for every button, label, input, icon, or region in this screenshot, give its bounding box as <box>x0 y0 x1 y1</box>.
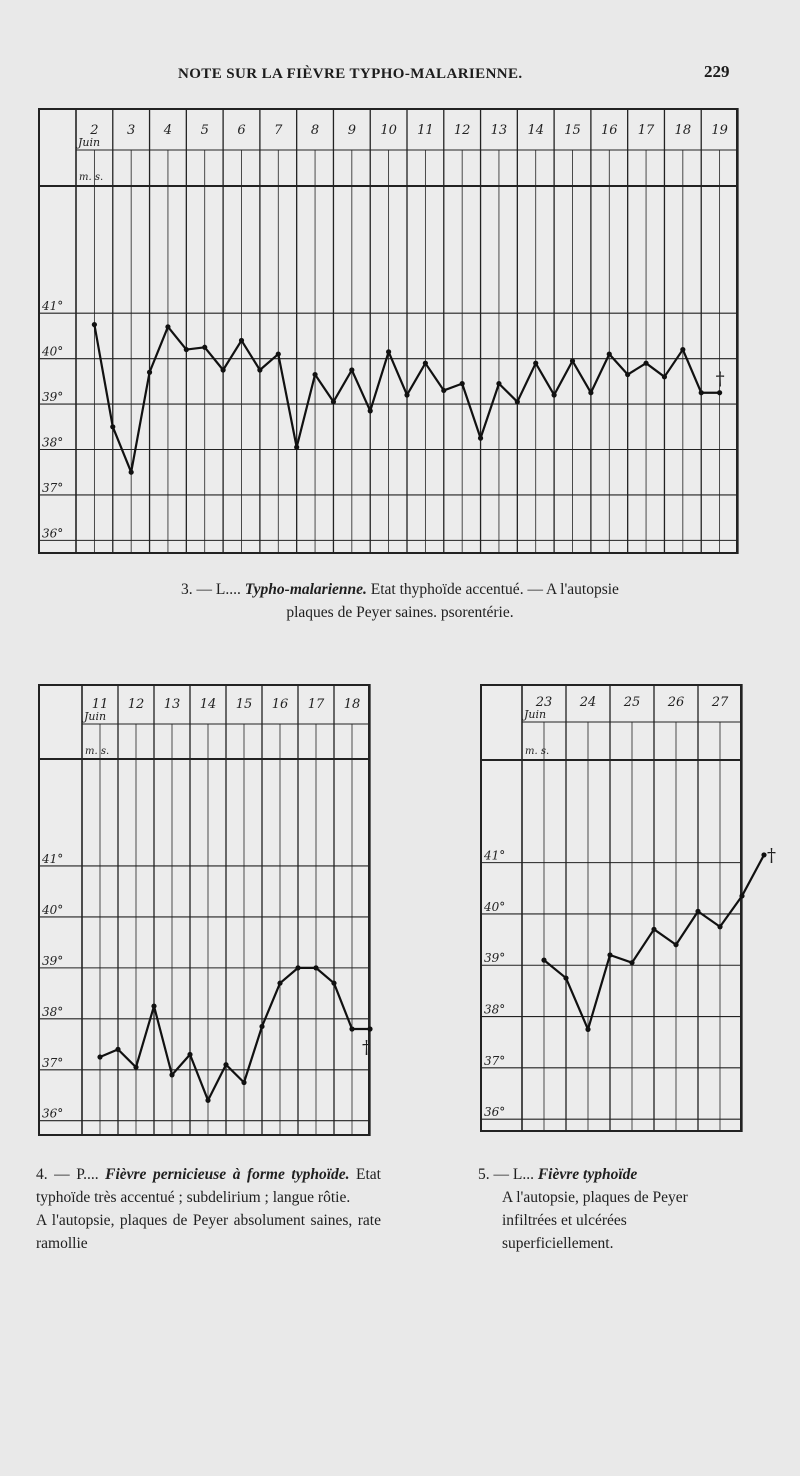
fig3-data-point <box>312 372 317 377</box>
fig5-ytick-label: 40° <box>484 899 506 914</box>
fig3-date-label: 16 <box>601 123 618 138</box>
fig4-caption-text2: A l'autopsie, plaques de Peyer absolument saines, rate ramollie <box>36 1212 381 1252</box>
fig5-data-point <box>541 958 546 963</box>
fig5-data-point <box>739 893 744 898</box>
fig5-ytick-label: 37° <box>484 1053 506 1068</box>
fig3-data-point <box>184 347 189 352</box>
fig4-data-point <box>205 1098 210 1103</box>
fig4-data-point <box>313 965 318 970</box>
fig5-plot-area <box>480 684 742 1132</box>
fig3-data-point <box>533 361 538 366</box>
fig3-data-point <box>331 399 336 404</box>
fig4-data-point <box>223 1062 228 1067</box>
fig3-plot-area <box>38 108 738 554</box>
fig3-data-point <box>552 392 557 397</box>
fig4-caption-number: 4. — P.... <box>36 1166 106 1183</box>
fig4-date-label: 12 <box>127 697 145 712</box>
fig3-data-point <box>515 399 520 404</box>
fig5-caption <box>478 1163 740 1255</box>
fig4-data-point <box>277 981 282 986</box>
fig4-caption-text1: Etat typhoïde très accentué ; subdelirium ; langue rôtie. <box>36 1166 381 1206</box>
fig3-data-point <box>221 367 226 372</box>
fig3-ytick-label: 39° <box>42 390 64 405</box>
fig3-caption <box>60 578 740 624</box>
fig3-caption-text1: Etat thyphoïde accentué. — A l'autopsie <box>366 581 619 598</box>
fig4-date-label: 18 <box>343 697 361 712</box>
fig4-ytick-label: 36° <box>42 1106 64 1121</box>
fig5-data-point <box>673 942 678 947</box>
fig4-caption-title: Fièvre pernicieuse à forme typhoïde. <box>105 1166 350 1183</box>
fig4-data-point <box>97 1054 102 1059</box>
fig3-ytick-label: 40° <box>42 344 64 359</box>
fig3-date-label: 4 <box>163 123 173 138</box>
fig4-date-label: 16 <box>271 697 289 712</box>
page-header <box>0 56 800 92</box>
fig4-data-point <box>349 1026 354 1031</box>
fig3-data-point <box>110 424 115 429</box>
fig4-data-point <box>187 1052 192 1057</box>
fig3-caption-title: Typho-malarienne. <box>244 581 367 598</box>
fig4-caption <box>36 1163 381 1255</box>
fig3-date-label: 10 <box>380 123 397 138</box>
fig4-month-label: Juin <box>84 710 107 723</box>
fig5-ytick-label: 39° <box>484 951 506 966</box>
fig3-death-marker: † <box>715 368 725 390</box>
fig5-date-label: 24 <box>579 695 597 710</box>
fig5-date-label: 26 <box>667 695 685 710</box>
fig4-date-label: 17 <box>307 697 325 712</box>
fig5-data-point <box>563 975 568 980</box>
fig3-date-label: 7 <box>274 123 283 138</box>
fig3-data-point <box>368 408 373 413</box>
fig5-data-point <box>607 952 612 957</box>
fig4-data-point <box>331 981 336 986</box>
fig3-data-point <box>478 436 483 441</box>
fig3-data-point <box>643 361 648 366</box>
fig4-death-marker: † <box>362 1037 371 1059</box>
fig3-data-point <box>202 345 207 350</box>
fig3-date-label: 11 <box>417 123 434 138</box>
fig3-data-point <box>404 392 409 397</box>
fig3-date-label: 5 <box>200 123 209 138</box>
fig4-data-point <box>367 1026 372 1031</box>
fig3-date-label: 19 <box>711 123 728 138</box>
fig3-data-point <box>386 349 391 354</box>
fig3-data-point <box>570 358 575 363</box>
fig5-ytick-label: 36° <box>484 1105 506 1120</box>
fig4-ytick-label: 39° <box>42 953 64 968</box>
fig3-data-point <box>165 324 170 329</box>
fig3-date-label: 8 <box>310 123 320 138</box>
fig3-data-point <box>239 338 244 343</box>
fig5-data-point <box>629 960 634 965</box>
fig5-data-point <box>717 924 722 929</box>
fig4-date-label: 13 <box>163 697 181 712</box>
fig4-data-point <box>133 1065 138 1070</box>
fig3-data-point <box>699 390 704 395</box>
fig5-temperature-chart <box>480 684 776 1132</box>
fig4-data-point <box>169 1072 174 1077</box>
fig5-caption-text1: A l'autopsie, plaques de Peyer infiltrées et ulcérées superficiellement. <box>502 1189 688 1252</box>
fig3-data-point <box>625 372 630 377</box>
fig3-data-point <box>147 370 152 375</box>
fig3-date-label: 9 <box>347 123 356 138</box>
fig3-data-point <box>496 381 501 386</box>
fig5-date-label: 27 <box>711 695 729 710</box>
fig3-data-point <box>588 390 593 395</box>
fig5-caption-title: Fièvre typhoïde <box>537 1166 638 1183</box>
fig4-date-label: 14 <box>199 697 217 712</box>
fig5-data-point <box>651 927 656 932</box>
fig5-ytick-label: 41° <box>484 848 506 863</box>
fig3-date-label: 12 <box>453 123 471 138</box>
fig4-data-point <box>241 1080 246 1085</box>
fig5-ms-label: m. s. <box>525 746 550 757</box>
fig4-ms-label: m. s. <box>85 746 110 757</box>
fig3-temperature-chart <box>38 108 738 554</box>
fig3-data-point <box>441 388 446 393</box>
fig3-data-point <box>294 445 299 450</box>
fig5-data-point <box>695 909 700 914</box>
fig3-month-label: Juin <box>78 136 101 149</box>
fig5-date-label: 23 <box>535 695 553 710</box>
fig3-date-label: 14 <box>527 123 544 138</box>
page-number: 229 <box>704 62 730 81</box>
fig3-ytick-label: 36° <box>42 526 64 541</box>
fig4-ytick-label: 40° <box>42 902 64 917</box>
fig3-data-point <box>92 322 97 327</box>
fig5-data-point <box>585 1027 590 1032</box>
fig4-ytick-label: 37° <box>42 1055 64 1070</box>
fig3-ytick-label: 38° <box>42 435 64 450</box>
fig3-caption-number: 3. — L.... <box>181 581 245 598</box>
fig5-death-marker: † <box>767 844 776 866</box>
fig4-date-label: 11 <box>91 697 109 712</box>
fig4-data-point <box>295 965 300 970</box>
fig4-date-label: 15 <box>235 697 253 712</box>
fig3-ytick-label: 37° <box>42 480 64 495</box>
fig3-date-label: 15 <box>564 123 581 138</box>
fig5-date-label: 25 <box>623 695 641 710</box>
fig3-ytick-label: 41° <box>42 299 64 314</box>
fig3-date-label: 18 <box>674 123 692 138</box>
fig3-date-label: 13 <box>490 123 508 138</box>
fig5-month-label: Juin <box>524 708 547 721</box>
fig4-data-point <box>151 1003 156 1008</box>
fig3-data-point <box>662 374 667 379</box>
fig3-data-point <box>276 351 281 356</box>
fig3-data-point <box>257 367 262 372</box>
fig3-data-point <box>607 351 612 356</box>
fig4-temperature-chart <box>38 684 370 1136</box>
fig3-caption-text2: plaques de Peyer saines. psorentérie. <box>286 604 514 621</box>
fig5-data-point <box>761 852 766 857</box>
fig3-data-point <box>717 390 722 395</box>
fig5-ytick-label: 38° <box>484 1002 506 1017</box>
fig3-data-point <box>423 361 428 366</box>
fig3-data-point <box>349 367 354 372</box>
fig3-date-label: 17 <box>637 123 655 138</box>
fig3-date-label: 2 <box>90 123 99 138</box>
fig3-ms-label: m. s. <box>79 172 104 183</box>
fig4-data-point <box>115 1047 120 1052</box>
fig4-ytick-label: 41° <box>42 851 64 866</box>
fig3-date-label: 6 <box>237 123 246 138</box>
fig5-caption-number: 5. — L... <box>478 1166 538 1183</box>
fig4-data-point <box>259 1024 264 1029</box>
fig3-data-point <box>460 381 465 386</box>
fig4-ytick-label: 38° <box>42 1004 64 1019</box>
fig3-data-point <box>129 470 134 475</box>
fig3-date-label: 3 <box>127 123 136 138</box>
fig3-data-point <box>680 347 685 352</box>
running-title: NOTE SUR LA FIÈVRE TYPHO-MALARIENNE. <box>178 66 523 82</box>
